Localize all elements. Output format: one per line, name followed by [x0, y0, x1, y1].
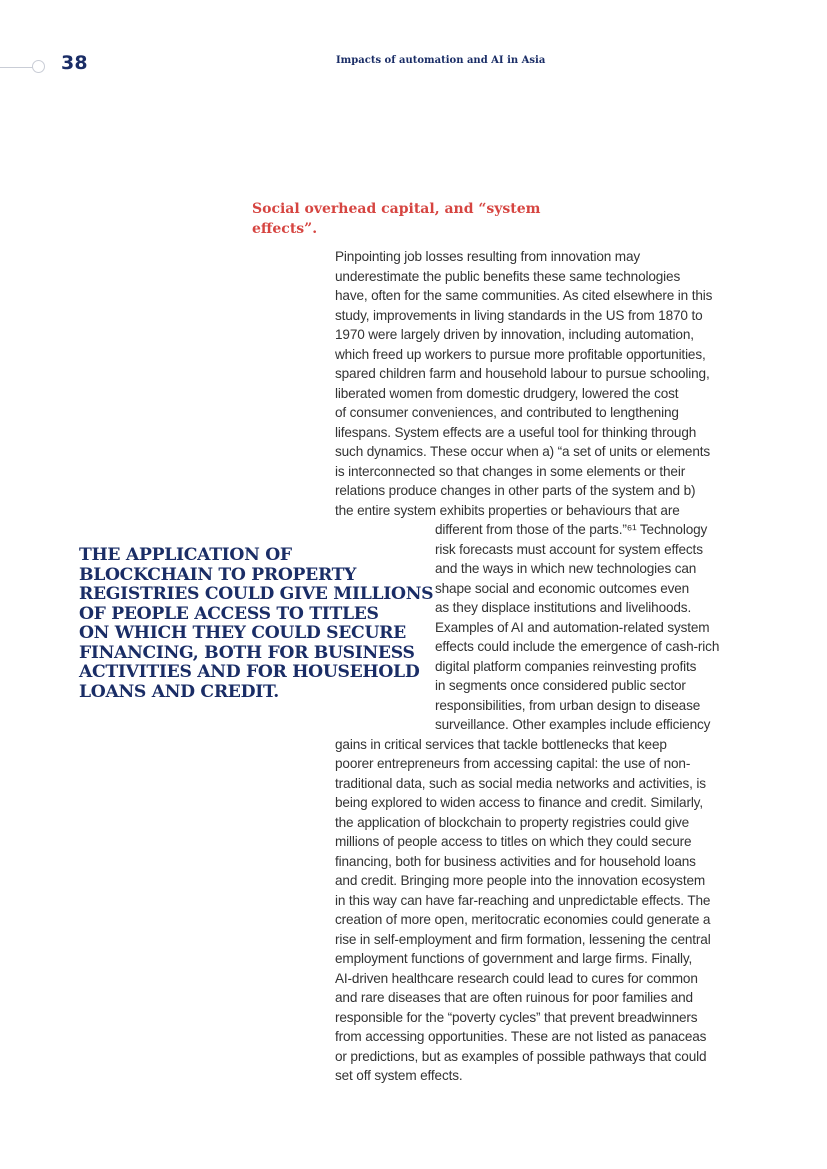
body-line: responsible for the “poverty cycles” that prevent breadwinners: [335, 1009, 698, 1025]
body-line-indented: Examples of AI and automation-related system: [435, 619, 710, 635]
section-heading-line: Social overhead capital, and “system: [252, 201, 541, 217]
body-line-indented: in segments once considered public sector: [435, 678, 686, 693]
body-line: traditional data, such as social media networks and activities, is: [335, 775, 706, 791]
body-line: 1970 were largely driven by innovation, including automation,: [335, 327, 694, 342]
pull-quote-line: ON WHICH THEY COULD SECURE: [79, 623, 406, 643]
pull-quote-line: BLOCKCHAIN TO PROPERTY: [79, 564, 357, 585]
body-line: relations produce changes in other parts of the system and b): [335, 483, 696, 498]
body-line: spared children farm and household labour to pursue schooling,: [335, 366, 710, 381]
body-line-indented: digital platform companies reinvesting profits: [435, 658, 697, 674]
pull-quote-line: ACTIVITIES AND FOR HOUSEHOLD: [79, 662, 420, 682]
page-marker-circle-icon: [32, 60, 45, 73]
body-line: gains in critical services that tackle bottlenecks that keep: [335, 736, 667, 752]
body-line: have, often for the same communities. As cited elsewhere in this: [335, 288, 713, 303]
body-line: or predictions, but as examples of possible pathways that could: [335, 1048, 707, 1064]
body-line: AI-driven healthcare research could lead to cures for common: [335, 970, 698, 986]
body-line: financing, both for business activities and for household loans: [335, 853, 696, 869]
section-heading: [252, 199, 552, 239]
body-line-indented: effects could include the emergence of cash-rich: [435, 639, 720, 654]
body-text: [335, 247, 765, 1086]
pull-quote-line: REGISTRIES COULD GIVE MILLIONS: [79, 584, 434, 604]
running-head: Impacts of automation and AI in Asia: [336, 55, 546, 66]
body-line-indented: different from those of the parts.”⁶¹ Technology: [435, 522, 708, 537]
pull-quote-line: THE APPLICATION OF: [79, 545, 292, 565]
body-line: and rare diseases that are often ruinous for poor families and: [335, 990, 693, 1005]
body-line: poorer entrepreneurs from accessing capital: the use of non-: [335, 756, 691, 771]
body-line: is interconnected so that changes in some elements or their: [335, 463, 686, 479]
pull-quote-line: LOANS AND CREDIT.: [79, 681, 279, 702]
body-line: and credit. Bringing more people into the innovation ecosystem: [335, 873, 706, 888]
body-line: which freed up workers to pursue more profitable opportunities,: [335, 346, 706, 362]
pull-quote-line: OF PEOPLE ACCESS TO TITLES: [79, 603, 379, 624]
body-line: set off system effects.: [335, 1068, 463, 1083]
body-line: such dynamics. These occur when a) “a set of units or elements: [335, 444, 711, 459]
body-line: employment functions of government and large firms. Finally,: [335, 951, 693, 966]
body-line: millions of people access to titles on which they could secure: [335, 834, 692, 849]
body-line: from accessing opportunities. These are not listed as panaceas: [335, 1029, 707, 1044]
page-number: 38: [61, 52, 88, 74]
body-line-indented: risk forecasts must account for system effects: [435, 541, 703, 557]
body-line: rise in self-employment and firm formation, lessening the central: [335, 931, 711, 947]
body-line-indented: and the ways in which new technologies can: [435, 561, 697, 576]
page-marker-line: [0, 67, 33, 68]
body-line-indented: shape social and economic outcomes even: [435, 580, 690, 596]
body-line: liberated women from domestic drudgery, lowered the cost: [335, 385, 679, 401]
body-line-indented: as they displace institutions and livelihoods.: [435, 600, 692, 615]
body-line: the application of blockchain to property registries could give: [335, 814, 690, 830]
body-line: the entire system exhibits properties or behaviours that are: [335, 502, 680, 518]
body-line: Pinpointing job losses resulting from innovation may: [335, 249, 641, 264]
body-line: creation of more open, meritocratic economies could generate a: [335, 912, 711, 927]
body-line: of consumer conveniences, and contributed to lengthening: [335, 405, 679, 420]
body-line: being explored to widen access to finance and credit. Similarly,: [335, 795, 703, 810]
body-line: lifespans. System effects are a useful tool for thinking through: [335, 424, 697, 440]
body-line: in this way can have far-reaching and unpredictable effects. The: [335, 892, 711, 908]
section-heading-line: effects”.: [252, 221, 318, 237]
pull-quote-line: FINANCING, BOTH FOR BUSINESS: [79, 642, 415, 663]
body-line: underestimate the public benefits these same technologies: [335, 268, 681, 284]
body-line: study, improvements in living standards in the US from 1870 to: [335, 307, 703, 323]
body-line-indented: surveillance. Other examples include efficiency: [435, 717, 711, 732]
body-line-indented: responsibilities, from urban design to disease: [435, 697, 701, 713]
